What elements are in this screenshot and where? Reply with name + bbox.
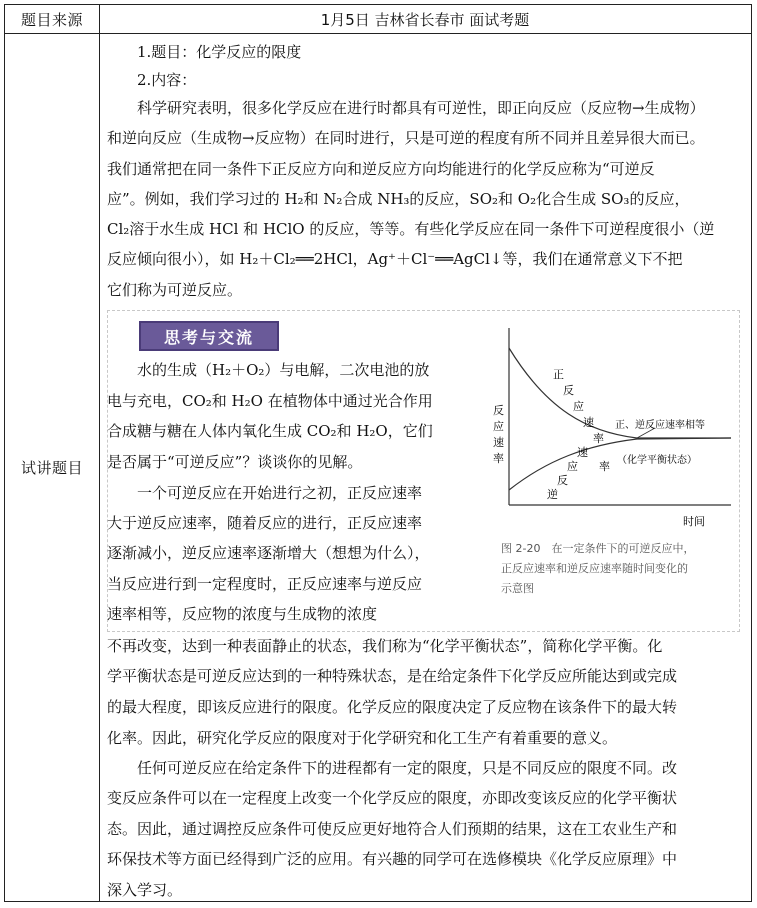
forward-label-char: 正: [553, 368, 564, 381]
equilibrium-label: （化学平衡状态）: [617, 455, 697, 466]
topic-label: 试讲题目: [20, 458, 83, 477]
para1-line: 我们通常把在同一条件下正反应方向和逆反应方向均能进行的化学反应称为“可逆反: [107, 160, 655, 178]
para3-line: 化率。因此，研究化学反应的限度对于化学研究和化工生产有着重要的意义。: [107, 729, 618, 747]
reverse-label-char: 速: [577, 446, 588, 459]
y-label-char: 应: [493, 420, 504, 433]
para2-line: 当反应进行到一定程度时，正反应速率与逆反应: [107, 575, 423, 593]
para1-line: 它们称为可逆反应。: [107, 281, 243, 299]
x-label: 时间: [683, 515, 705, 528]
equal-label: 正、逆反应速率相等: [615, 420, 705, 431]
figure-caption: 示意图: [501, 582, 534, 595]
topic-line: 1.题目：化学反应的限度: [137, 43, 302, 61]
exam-table: [4, 4, 752, 902]
para1-line: Cl₂溶于水生成 HCl 和 HClO 的反应，等等。有些化学反应在同一条件下可逆程度很小（逆: [107, 220, 715, 238]
y-label-char: 率: [493, 452, 504, 465]
y-label-char: 速: [493, 436, 504, 449]
figure-caption: 正反应速率和逆反应速率随时间变化的: [501, 562, 688, 575]
forward-label-char: 速: [583, 416, 594, 429]
para3-line: 的最大程度，即该反应进行的限度。化学反应的限度决定了反应物在该条件下的最大转: [107, 698, 678, 716]
source-value: 1月5日 吉林省长春市 面试考题: [320, 10, 530, 29]
y-label-char: 反: [493, 404, 504, 417]
para2-line: 逐渐减小，逆反应速率逐渐增大（想想为什么），: [107, 544, 430, 562]
para3-line: 深入学习。: [107, 881, 183, 899]
content-line: 2.内容：: [137, 71, 197, 89]
para3-line: 不再改变，达到一种表面静止的状态，我们称为“化学平衡状态”，简称化学平衡。化: [107, 637, 663, 655]
figure-caption: 图 2-20 在一定条件下的可逆反应中，: [501, 542, 695, 555]
para2-line: 速率相等，反应物的浓度与生成物的浓度: [107, 605, 378, 623]
forward-label-char: 率: [593, 432, 604, 445]
para2-line: 一个可逆反应在开始进行之初，正反应速率: [137, 484, 423, 502]
para2-line: 是否属于“可逆反应”？谈谈你的见解。: [107, 453, 363, 471]
para1-line: 科学研究表明，很多化学反应在进行时都具有可逆性，即正向反应（反应物→生成物）: [137, 99, 705, 117]
para3-line: 环保技术等方面已经得到广泛的应用。有兴趣的同学可在选修模块《化学反应原理》中: [107, 850, 678, 868]
para2-line: 电与充电，CO₂和 H₂O 在植物体中通过光合作用: [107, 392, 433, 410]
para1-line: 和逆向反应（生成物→反应物）在同时进行，只是可逆的程度有所不同并且差异很大而已。: [107, 129, 705, 147]
para3-line: 学平衡状态是可逆反应达到的一种特殊状态，是在给定条件下化学反应所能达到或完成: [107, 667, 678, 685]
para3-line: 态。因此，通过调控反应条件可使反应更好地符合人们预期的结果，这在工农业生产和: [107, 820, 678, 838]
think-discuss-banner: 思考与交流: [139, 321, 279, 351]
reverse-label-char: 反: [557, 474, 568, 487]
para2-line: 合成糖与糖在人体内氧化生成 CO₂和 H₂O，它们: [107, 422, 433, 440]
reverse-label-char: 应: [567, 460, 578, 473]
forward-label-char: 应: [573, 400, 584, 413]
para2-line: 大于逆反应速率，随着反应的进行，正反应速率: [107, 514, 423, 532]
para2-line: 水的生成（H₂＋O₂）与电解，二次电池的放: [137, 361, 430, 379]
rate-time-diagram: [487, 320, 737, 555]
reverse-label-char: 逆: [547, 488, 558, 501]
para1-line: 反应倾向很小），如 H₂＋Cl₂══2HCl，Ag⁺＋Cl⁻══AgCl↓等，我们在通常意义下不把: [107, 250, 683, 268]
source-label: 题目来源: [20, 10, 83, 29]
reverse-label-char: 率: [599, 460, 610, 473]
para3-line: 变反应条件可以在一定程度上改变一个化学反应的限度，亦即改变该反应的化学平衡状: [107, 789, 678, 807]
para1-line: 应”。例如，我们学习过的 H₂和 N₂合成 NH₃的反应，SO₂和 O₂化合生成 SO₃的反应，: [107, 190, 690, 208]
forward-label-char: 反: [563, 384, 574, 397]
content-cell: [99, 33, 751, 901]
para3-line: 任何可逆反应在给定条件下的进程都有一定的限度，只是不同反应的限度不同。改: [137, 759, 678, 777]
